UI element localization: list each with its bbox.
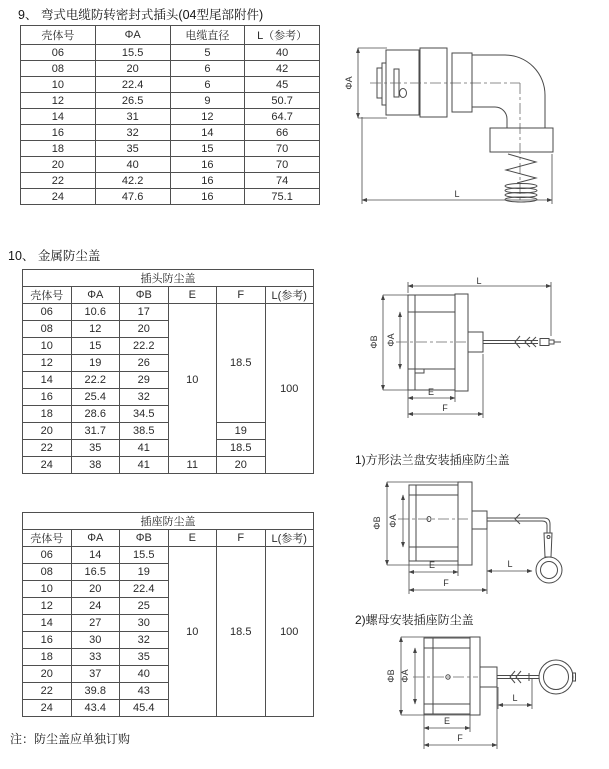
table-cell: 22	[23, 440, 72, 457]
table-row	[21, 109, 320, 125]
footnote: 注：防尘盖应单独订购	[10, 732, 131, 746]
table-cell: 26	[120, 355, 169, 372]
table-header-cell: L（参考）	[245, 26, 320, 45]
table-cell: 17	[120, 304, 169, 321]
table-header-cell: 壳体号	[23, 530, 72, 547]
table-cell: 24	[21, 189, 96, 205]
table-cell: 35	[95, 141, 170, 157]
elbow-pipe	[472, 55, 545, 128]
table-cell: 15	[170, 141, 245, 157]
table-cell: 45	[245, 77, 320, 93]
table-header-row	[23, 530, 314, 547]
table-cell: 41	[120, 440, 169, 457]
caption-flange-cover: 1)方形法兰盘安装插座防尘盖	[355, 453, 510, 467]
table-header-cell: E	[168, 530, 217, 547]
dim-label-L: L	[476, 276, 482, 286]
table-cell: 08	[21, 61, 96, 77]
table-cell: 38.5	[120, 423, 169, 440]
table-cell: 35	[71, 440, 120, 457]
table-cell: 42.2	[95, 173, 170, 189]
table-cell: 20	[23, 423, 72, 440]
knurled-ring-2	[452, 53, 472, 112]
table-cell: 18.5	[217, 440, 266, 457]
table-cell: 28.6	[71, 406, 120, 423]
table-row	[21, 141, 320, 157]
table-header-cell: L(参考)	[265, 530, 314, 547]
table-cell: 33	[71, 649, 120, 666]
table-cell: 14	[23, 615, 72, 632]
table-row	[21, 125, 320, 141]
table-cell: 39.8	[71, 683, 120, 700]
dim-L	[487, 529, 532, 594]
table-cell: 18	[21, 141, 96, 157]
table-cell: 16	[170, 173, 245, 189]
section-9-title: 9、 弯式电缆防转密封式插头(04型尾部附件)	[18, 8, 264, 22]
table-cell: 12	[71, 321, 120, 338]
table-row	[21, 45, 320, 61]
table-header-row	[23, 287, 314, 304]
table-cell: 32	[120, 389, 169, 406]
dim-F	[408, 354, 483, 418]
table-cell: 20	[21, 157, 96, 173]
dim-label-F: F	[443, 578, 449, 588]
dim-L	[362, 117, 552, 204]
table-cell: 12	[21, 93, 96, 109]
dim-phiA	[400, 648, 415, 704]
nut-socket-cover-diagram	[368, 628, 609, 769]
table-cell: 70	[245, 141, 320, 157]
table-cell: 41	[120, 457, 169, 474]
table-cell: 31.7	[71, 423, 120, 440]
dim-phiA	[388, 495, 403, 547]
table-header-cell: 壳体号	[23, 287, 72, 304]
dim-label-phiA: ΦA	[386, 333, 396, 347]
dim-label-E: E	[428, 560, 436, 570]
dim-label-L: L	[507, 559, 513, 569]
table-cell: 47.6	[95, 189, 170, 205]
dim-label-E: E	[443, 716, 451, 726]
cable-boss	[468, 332, 483, 352]
spring	[506, 154, 536, 183]
dim-label-E: E	[427, 387, 435, 397]
table-cell: 10	[168, 304, 217, 457]
table-cell: 14	[71, 547, 120, 564]
dim-phiB	[386, 637, 470, 715]
table-cell: 74	[245, 173, 320, 189]
table-cell: 10.6	[71, 304, 120, 321]
table-cell: 42	[245, 61, 320, 77]
table-header-cell: ΦA	[95, 26, 170, 45]
table-cell: 11	[168, 457, 217, 474]
table-row	[21, 157, 320, 173]
table-cell: 20	[23, 666, 72, 683]
dim-L	[408, 276, 551, 336]
table-cell: 22.2	[71, 372, 120, 389]
lanyard-cable	[497, 671, 539, 683]
table-cell: 45.4	[120, 700, 169, 717]
table-cell: 16	[170, 189, 245, 205]
table-cell: 08	[23, 564, 72, 581]
table-cell: 12	[170, 109, 245, 125]
plug-body	[377, 50, 419, 115]
table-cell: 20	[120, 321, 169, 338]
cable-coil	[505, 184, 537, 203]
table-cell: 64.7	[245, 109, 320, 125]
lanyard-ring	[536, 557, 562, 583]
dim-E	[408, 387, 455, 418]
table-header-cell: 电缆直径	[170, 26, 245, 45]
table-cell: 100	[265, 547, 314, 717]
table-cell: 50.7	[245, 93, 320, 109]
table-cell: 16	[23, 632, 72, 649]
socket-dust-cover-table	[22, 512, 314, 717]
caption-nut-cover: 2)螺母安装插座防尘盖	[355, 613, 474, 627]
dim-label-phiA: ΦA	[400, 669, 410, 683]
table-row	[21, 189, 320, 205]
cable-boss	[480, 667, 497, 687]
table-cell: 12	[23, 598, 72, 615]
table-header-cell: F	[217, 287, 266, 304]
knurled-disc	[458, 482, 472, 565]
table-row	[21, 61, 320, 77]
dim-phiA	[386, 312, 400, 369]
dim-label-phiA: ΦA	[388, 514, 398, 528]
table-cell: 43.4	[71, 700, 120, 717]
table-cell: 18.5	[217, 547, 266, 717]
cover-body	[424, 638, 470, 714]
table-cell: 6	[170, 77, 245, 93]
dim-phiB	[372, 482, 458, 565]
table-cell: 16.5	[71, 564, 120, 581]
table-cell: 06	[23, 547, 72, 564]
table-cell: 16	[23, 389, 72, 406]
table-cell: 22.4	[95, 77, 170, 93]
table-header-row	[21, 26, 320, 45]
table-cell: 30	[71, 632, 120, 649]
table-cell: 19	[120, 564, 169, 581]
dim-label-F: F	[442, 403, 448, 413]
table-cell: 66	[245, 125, 320, 141]
table-row	[23, 304, 314, 321]
table-cell: 22	[23, 683, 72, 700]
knurled-disc	[470, 637, 480, 715]
table-cell: 31	[95, 109, 170, 125]
lanyard-cable	[483, 336, 561, 348]
table-cell: 19	[71, 355, 120, 372]
table-cell: 08	[23, 321, 72, 338]
table-title-cell: 插头防尘盖	[23, 270, 314, 287]
table-cell: 24	[23, 700, 72, 717]
table-cell: 20	[217, 457, 266, 474]
plug-dust-cover-diagram	[368, 278, 609, 430]
table-cell: 20	[71, 581, 120, 598]
table-header-cell: E	[168, 287, 217, 304]
table-cell: 5	[170, 45, 245, 61]
table-cell: 18	[23, 406, 72, 423]
table-title-row	[23, 270, 314, 287]
table-cell: 25.4	[71, 389, 120, 406]
table-cell: 29	[120, 372, 169, 389]
dim-label-phiA: ΦA	[344, 76, 354, 90]
table-header-cell: F	[217, 530, 266, 547]
table-header-cell: ΦA	[71, 287, 120, 304]
table-cell: 24	[71, 598, 120, 615]
table-cell: 75.1	[245, 189, 320, 205]
table-cell: 14	[23, 372, 72, 389]
dim-label-phiB: ΦB	[372, 516, 382, 530]
table-cell: 14	[170, 125, 245, 141]
table-cell: 22.2	[120, 338, 169, 355]
lanyard-ring	[539, 660, 576, 694]
table-cell: 10	[23, 581, 72, 598]
table-cell: 43	[120, 683, 169, 700]
dim-F	[409, 578, 487, 590]
table-cell: 30	[120, 615, 169, 632]
knurled-disc	[455, 294, 468, 391]
table-cell: 18.5	[217, 304, 266, 423]
table-cell: 34.5	[120, 406, 169, 423]
dim-label-phiB: ΦB	[369, 335, 379, 349]
table-cell: 10	[21, 77, 96, 93]
lanyard-cable	[487, 514, 552, 557]
table-cell: 27	[71, 615, 120, 632]
table-row	[21, 93, 320, 109]
table-row	[23, 547, 314, 564]
table-cell: 22	[21, 173, 96, 189]
table-cell: 9	[170, 93, 245, 109]
dim-label-L: L	[454, 189, 460, 199]
cover-body	[409, 485, 458, 561]
knurled-ring-1	[420, 48, 447, 117]
dim-L	[498, 679, 532, 709]
section-10-title: 10、 金属防尘盖	[8, 249, 101, 263]
table-cell: 16	[21, 125, 96, 141]
table-cell: 6	[170, 61, 245, 77]
table-cell: 15.5	[120, 547, 169, 564]
bent-plug-table	[20, 25, 320, 205]
cover-body	[408, 295, 455, 390]
table-header-cell: L(参考)	[265, 287, 314, 304]
table-cell: 06	[23, 304, 72, 321]
table-cell: 10	[23, 338, 72, 355]
bent-plug-diagram	[345, 22, 609, 234]
table-header-cell: ΦB	[120, 530, 169, 547]
dim-label-F: F	[457, 733, 463, 743]
table-cell: 32	[95, 125, 170, 141]
table-cell: 14	[21, 109, 96, 125]
table-cell: 40	[245, 45, 320, 61]
table-cell: 12	[23, 355, 72, 372]
dim-E	[424, 714, 470, 749]
table-cell: 15.5	[95, 45, 170, 61]
table-row	[21, 173, 320, 189]
table-row	[21, 77, 320, 93]
table-cell: 32	[120, 632, 169, 649]
table-cell: 70	[245, 157, 320, 173]
table-cell: 25	[120, 598, 169, 615]
table-cell: 40	[120, 666, 169, 683]
table-cell: 38	[71, 457, 120, 474]
flange-socket-cover-diagram	[368, 475, 609, 607]
table-cell: 100	[265, 304, 314, 474]
table-cell: 20	[95, 61, 170, 77]
table-cell: 15	[71, 338, 120, 355]
table-cell: 10	[168, 547, 217, 717]
knurled-nut	[490, 128, 553, 152]
table-header-cell: ΦA	[71, 530, 120, 547]
table-cell: 18	[23, 649, 72, 666]
table-cell: 40	[95, 157, 170, 173]
table-header-cell: ΦB	[120, 287, 169, 304]
table-title-row	[23, 513, 314, 530]
table-cell: 16	[170, 157, 245, 173]
dim-F	[424, 687, 497, 749]
dim-label-L: L	[512, 693, 518, 703]
table-cell: 26.5	[95, 93, 170, 109]
table-cell: 35	[120, 649, 169, 666]
table-cell: 06	[21, 45, 96, 61]
table-cell: 24	[23, 457, 72, 474]
table-title-cell: 插座防尘盖	[23, 513, 314, 530]
dim-label-phiB: ΦB	[386, 669, 396, 683]
table-cell: 37	[71, 666, 120, 683]
plug-dust-cover-table	[22, 269, 314, 474]
table-cell: 22.4	[120, 581, 169, 598]
table-header-cell: 壳体号	[21, 26, 96, 45]
cable-boss	[472, 511, 487, 529]
table-cell: 19	[217, 423, 266, 440]
